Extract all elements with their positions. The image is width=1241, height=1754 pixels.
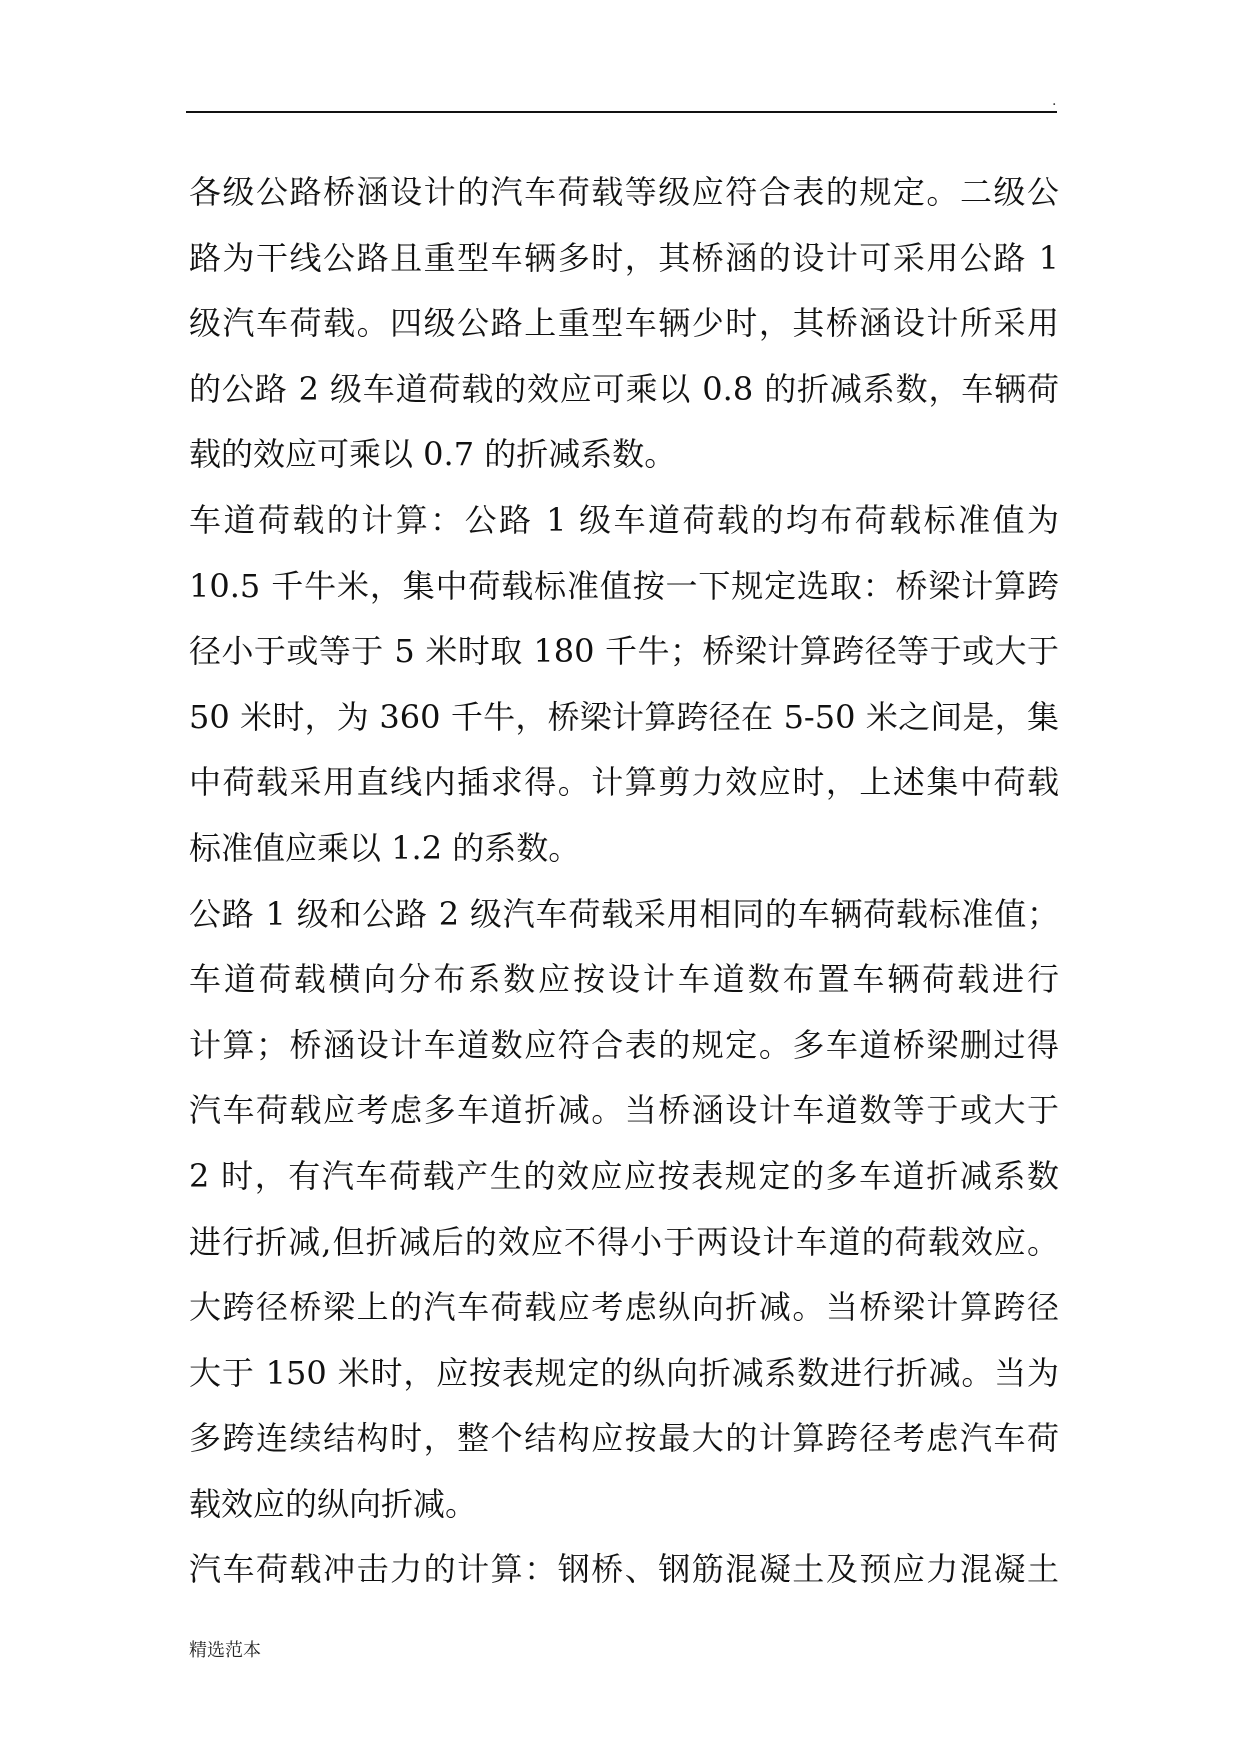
text-line: 级汽车荷载。四级公路上重型车辆少时，其桥涵设计所采用: [189, 304, 1059, 343]
text-line: 路为干线公路且重型车辆多时，其桥涵的设计可采用公路 1: [189, 238, 1059, 277]
text-line: 进行折减,但折减后的效应不得小于两设计车道的荷载效应。: [189, 1222, 1059, 1261]
text-line: 大跨径桥梁上的汽车荷载应考虑纵向折减。当桥梁计算跨径: [189, 1288, 1059, 1327]
text-line: 汽车荷载应考虑多车道折减。当桥涵设计车道数等于或大于: [189, 1091, 1059, 1130]
text-line: 计算；桥涵设计车道数应符合表的规定。多车道桥梁删过得: [189, 1025, 1059, 1064]
text-line: 载的效应可乘以 0.7 的折减系数。: [189, 435, 677, 474]
text-line: 中荷载采用直线内插求得。计算剪力效应时，上述集中荷载: [189, 763, 1059, 802]
text-line: 的公路 2 级车道荷载的效应可乘以 0.8 的折减系数，车辆荷: [189, 369, 1059, 408]
text-line: 2 时，有汽车荷载产生的效应应按表规定的多车道折减系数: [189, 1156, 1059, 1195]
header-mark: .: [1052, 93, 1057, 109]
text-line: 径小于或等于 5 米时取 180 千牛；桥梁计算跨径等于或大于: [189, 632, 1059, 671]
document-body: [189, 160, 1059, 1603]
footer-label: 精选范本: [189, 1640, 261, 1661]
text-line: 公路 1 级和公路 2 级汽车荷载采用相同的车辆荷载标准值；: [189, 894, 1059, 933]
text-line: 大于 150 米时，应按表规定的纵向折减系数进行折减。当为: [189, 1353, 1059, 1392]
text-line: 汽车荷载冲击力的计算：钢桥、钢筋混凝土及预应力混凝土: [189, 1550, 1059, 1589]
text-line: 50 米时，为 360 千牛，桥梁计算跨径在 5-50 米之间是，集: [189, 697, 1059, 736]
text-line: 多跨连续结构时，整个结构应按最大的计算跨径考虑汽车荷: [189, 1419, 1059, 1458]
text-line: 车道荷载横向分布系数应按设计车道数布置车辆荷载进行: [189, 960, 1059, 999]
header-rule: [186, 111, 1057, 113]
text-line: 车道荷载的计算：公路 1 级车道荷载的均布荷载标准值为: [189, 500, 1059, 539]
text-line: 10.5 千牛米，集中荷载标准值按一下规定选取：桥梁计算跨: [189, 566, 1059, 605]
text-line: 各级公路桥涵设计的汽车荷载等级应符合表的规定。二级公: [189, 173, 1059, 211]
text-line: 标准值应乘以 1.2 的系数。: [189, 828, 581, 867]
text-line: 载效应的纵向折减。: [189, 1484, 478, 1523]
